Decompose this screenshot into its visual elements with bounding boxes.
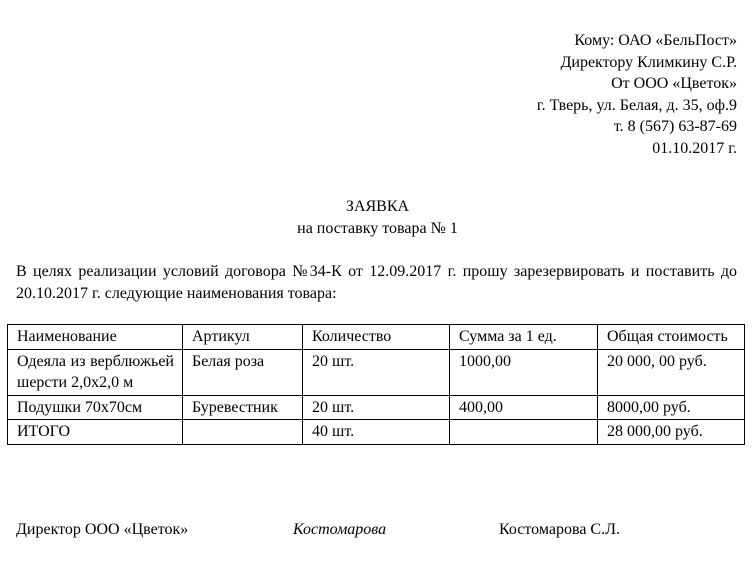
cell-article: Белая роза <box>183 349 303 395</box>
table-row <box>8 349 745 395</box>
request-paragraph: В целях реализации условий договора №34-К от 12.09.2017 г. прошу зарезервировать и поставить до 20.10.2017 г. следующие наименования товара: <box>16 263 737 302</box>
cell-total-cost: 28 000,00 руб. <box>598 420 745 445</box>
header-quantity: Количество <box>303 325 450 350</box>
cell-quantity: 20 шт. <box>303 349 450 395</box>
header-name: Наименование <box>8 325 183 350</box>
cell-name: ИТОГО <box>8 420 183 445</box>
document-date: 01.10.2017 г. <box>652 139 737 157</box>
addressee-address: г. Тверь, ул. Белая, д. 35, оф.9 <box>536 96 737 114</box>
document-subtitle: на поставку товара № 1 <box>297 220 458 237</box>
header-total-cost: Общая стоимость <box>598 325 745 350</box>
cell-quantity: 20 шт. <box>303 395 450 420</box>
header-unit-price: Сумма за 1 ед. <box>450 325 598 350</box>
cell-quantity: 40 шт. <box>303 420 450 445</box>
addressee-director: Директору Климкину С.Р. <box>560 53 737 71</box>
goods-table <box>7 324 745 445</box>
addressee-phone: т. 8 (567) 63-87-69 <box>613 118 737 136</box>
signature-role: Директор ООО «Цветок» <box>16 521 189 538</box>
signature-name: Костомарова С.Л. <box>499 521 620 538</box>
cell-name: Одеяла из верблюжьей шерсти 2,0х2,0 м <box>8 349 183 395</box>
document-title: ЗАЯВКА <box>345 198 410 215</box>
cell-total-cost: 20 000, 00 руб. <box>598 349 745 395</box>
cell-unit-price <box>450 420 598 445</box>
cell-unit-price: 400,00 <box>450 395 598 420</box>
cell-unit-price: 1000,00 <box>450 349 598 395</box>
cell-total-cost: 8000,00 руб. <box>598 395 745 420</box>
cell-article <box>183 420 303 445</box>
addressee-block <box>537 30 737 160</box>
header-article: Артикул <box>183 325 303 350</box>
table-row <box>8 395 745 420</box>
cell-article: Буревестник <box>183 395 303 420</box>
cell-name: Подушки 70х70см <box>8 395 183 420</box>
table-total-row <box>8 420 745 445</box>
table-header-row <box>8 325 745 350</box>
addressee-to: Кому: ОАО «БельПост» <box>574 32 737 49</box>
handwritten-signature: Костомарова <box>293 521 387 538</box>
addressee-from: От ООО «Цветок» <box>611 75 737 93</box>
